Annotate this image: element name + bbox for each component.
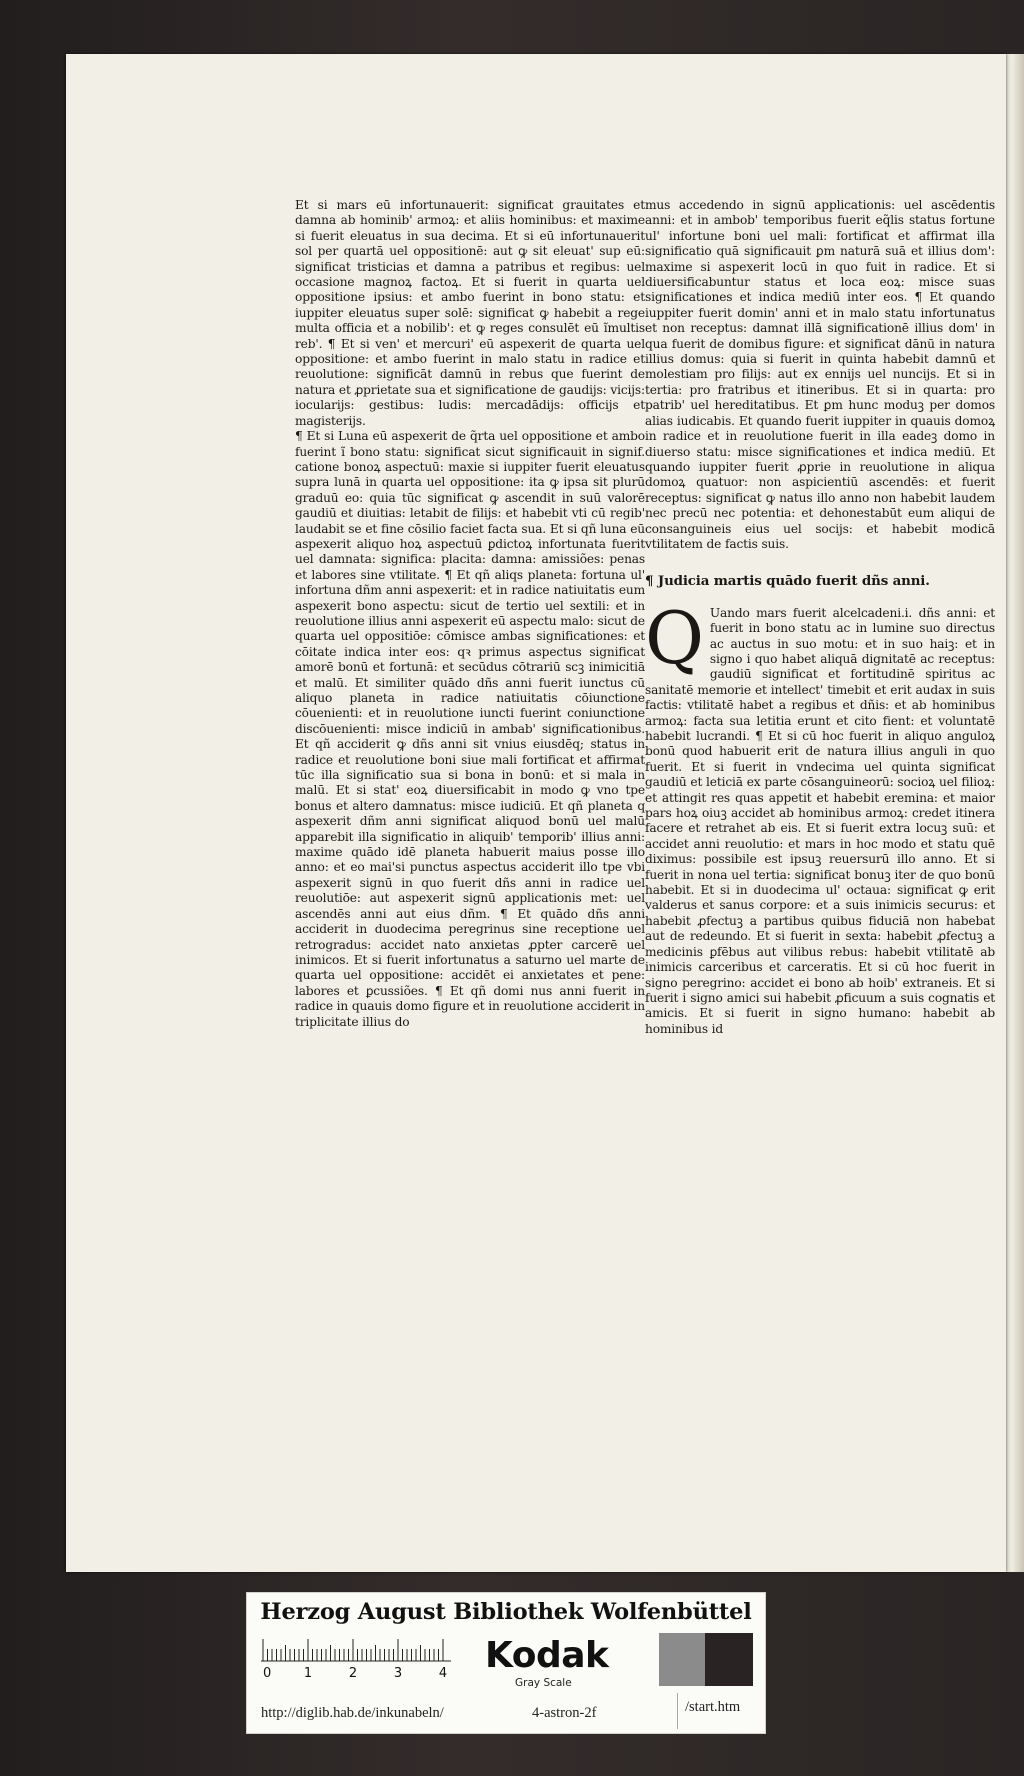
- right-paragraph-1: mus accedendo in signū applicationis: uel ascēdentis anni: et in ambob' temporibus fuerit eq̃lis status fortune ul' infortune boni uel mali: fortificat et affirmat illa significatio quā significauit ꝑm naturā suā et illius dom': maxime si aspexerit locū in quo fuit in radice. Et si diuersificabuntur status et loca eoꝝ: misce suas significationes et indica mediū inter eos. ¶ Et quando iuppiter fuerit domin' anni et in malo statu infortunatus et non receptus: damnat illā significationē illius dom' in qua fuerit de domibus figure: et significat dānū in natura illius domus: quia si fuerit in quinta habebit damnū et molestiam pro filijs: aut ex ennijs uel nuncijs. Et si in tertia: pro fratribus et itineribus. Et si in quarta: pro patrib' uel hereditatibus. Et ꝑm hunc moduꝫ per domos alias iudicabis. Et quando fuerit iuppiter in quauis domoꝝ in radice et in reuolutione fuerit in illa eadeꝫ domo in diuerso statu: misce significationes et indica mediū. Et quando iuppiter fuerit ꝓprie in reuolutione in aliqua domoꝝ quatuor: non aspicientiū ascendēs: et fuerit receptus: significat ꝙ natus illo anno non habebit laudem nec precū nec potentia: et dehonestabūt eum aliqui de consanguineis eius uel socijs: et habebit modicā vtilitatem de factis suis.: [645, 198, 995, 551]
- section-body-text: Uando mars fuerit alcelcadeni.i. dñs anni: et fuerit in bono statu ac in lumine suo directus ac auctus in suo motu: et in suo haiꝫ: et in signo i quo habet aliquā dignitatē ac receptus: gaudiū significat et fortitudinē spiritus ac sanitatē memorie et intellect' timebit et erit audax in suis factis: vtilitatē habet a regibus et dñis: et ab hominibus armoꝝ: facta sua letitia erunt et cito fient: et voluntatē habebit lucrandi. ¶ Et si cū hoc fuerit in aliquo anguloꝝ bonū quod habuerit erit de natura illius anguli in quo fuerit. Et si fuerit in vndecima uel quinta significat gaudiū et leticiā ex parte cōsanguineorū: socioꝝ uel filioꝝ: et attingit res quas appetit et habebit eremina: et maior pars hoꝝ oiuꝫ accidet ab hominibus armoꝝ: credet itinera facere et retrahet ab eis. Et si fuerit extra locuꝫ suū: et accidet anni reuolutio: et mars in hoc modo et statu quē diximus: possibile est ipsuꝫ reuersurū illo anno. Et si fuerit in nona uel tertia: significat bonuꝫ iter de quo bonū habebit. Et si in duodecima ul' octaua: significat ꝙ erit valderus et sanus corpore: et a suis inimicis securus: et habebit ꝓfectuꝫ a partibus quibus fiduciā non habebat aut de redeundo. Et si fuerit in sexta: habebit ꝓfectuꝫ a medicinis ꝑfēbus aut vilibus rebus: habebit vtilitatē ab inimicis carceribus et carceratis. Et si cū hoc fuerit in signo peregrino: accidet ei bono ab hoib' extraneis. Et si fuerit i signo amici sui habebit ꝓficuum a suis cognatis et amicis. Et si fuerit in signo humano: habebit ab hominibus id: [645, 605, 995, 1036]
- library-name: Herzog August Bibliothek Wolfenbüttel: [260, 1599, 752, 1625]
- ruler-number: 4: [438, 1666, 448, 1679]
- section-heading: ¶ Judicia martis quādo fuerit dñs anni.: [645, 573, 930, 590]
- ruler-labels: [263, 1666, 447, 1679]
- text-column-left: [295, 198, 645, 1264]
- left-paragraph-1: Et si mars eū infortunauerit: significat grauitates et damna ab hominib' armoꝝ: et aliis hominibus: et maxime si fuerit eleuatus in sua decima. Et si eū infortunauerit sol per quartā uel oppositionē: aut ꝙ sit eleuat' sup eū: significat tristicias et damna a patribus et regibus: uel occasione magnoꝝ factoꝝ. Et si fuerit in quarta uel oppositione ipsius: et ambo fuerint in bono statu: et iuppiter eleuatus super solē: significat ꝙ habebit a rege multa officia et a nobilib': et ꝙ reges consulēt eū ĩmultis reb'. ¶ Et si ven' et mercuri' eū aspexerit de quarta uel oppositione: et ambo fuerint in malo statu in radice et reuolutione: significāt damnū in rebus que fuerint de natura et ꝓprietate sua et significatione de gaudijs: vicijs: iocularijs: gestibus: ludis: mercadādijs: officijs et magisterijs.: [295, 198, 645, 428]
- kodak-logo: Kodak: [485, 1635, 609, 1676]
- text-column-right: [645, 198, 995, 1264]
- ruler-number: 3: [393, 1666, 403, 1679]
- ruler-number: 1: [303, 1666, 313, 1679]
- target-card: [246, 1592, 766, 1734]
- next-page-edge: [1004, 54, 1024, 1572]
- left-paragraph-2: ¶ Et si Luna eū aspexerit de q̃rta uel oppositione et ambo fuerint ĩ bono statu: significat sicut significauit in signif. catione bonoꝝ aspectuū: maxie si iuppiter fuerit eleuatus supra lunā in quarta uel oppositione: ita ꝙ ipsa sit plurū graduū eo: quia tūc significat ꝙ ascendit in suū valorē gaudiū et diuitias: letabit de filijs: et habebit vti cū regib' laudabit se et fine cōsilio faciet facta sua. Et si qñ luna eū aspexerit aliquo hoꝝ aspectuū ꝑdictoꝝ infortunata fuerit uel damnata: significa: placita: damna: amissiões: penas et labores sine vtilitate. ¶ Et qñ aliqs planeta: fortuna ul' infortuna dñm anni aspexerit: et in radice natiuitatis eum aspexerit bono aspectu: sicut de tertio uel sextili: et in reuolutione illius anni aspexerit eū aspectu malo: sicut de quarta uel oppositiōe: cōmisce ambas significationes: et cōitate indica inter eos: qꝛ primus aspectus significat amorē bonū et fortunā: et secūdus cōtrariū scꝫ inimicitiā et malū. Et similiter quādo dñs anni fuerit iunctus cū aliquo planeta in radice natiuitatis cōiunctione cōuenienti: et in reuolutione iuncti fuerint coniunctione discōuenienti: misce indiciū in ambab' significationibus. Et qñ acciderit ꝙ dñs anni sit vnius eiusdēq; status in radice et reuolutione boni siue mali fortificat et affirmat tūc illa significatio sua si bona in bonū: et si mala in malū. Et si stat' eoꝝ diuersificabit in modo ꝙ vno tpe bonus et altero damnatus: misce iudiciū. Et qñ planeta q aspexerit dñm anni significat aliquod bonū uel malū apparebit illa significatio in aliquib' temporib' illius anni: maxime quādo idē planeta habuerit maius posse illo anno: et eo mai'si punctus aspectus acciderit illo tpe vbi aspexerit signū in quo fuerit dñs anni in radice uel reuolutiōe: aut aspexerit signū applicationis met: uel ascendēs anni aut eius dñm. ¶ Et quādo dñs anni acciderit in duodecima peregrinus sine receptione uel retrogradus: accidet nato anxietas ꝓpter carcerē uel inimicos. Et si fuerit infortunatus a saturno uel marte de quarta uel oppositione: accidēt ei anxietates et pene: labores et ꝑcussiões. ¶ Et qñ domi nus anni fuerit in radice in quauis domo figure et in reuolutione acciderit in triplicitate illius do: [295, 429, 645, 1029]
- dropcap-initial: Q: [645, 595, 704, 680]
- shelfmark-code: 4-astron-2f: [532, 1705, 597, 1721]
- dark-patch: [705, 1633, 753, 1686]
- archive-url: http://diglib.hab.de/inkunabeln/: [261, 1705, 444, 1721]
- ruler-number: 0: [263, 1666, 272, 1679]
- ruler-number: 2: [348, 1666, 358, 1679]
- ruler-scale: [261, 1639, 457, 1679]
- section-body: [645, 595, 995, 1037]
- gray-scale-label: Gray Scale: [515, 1677, 572, 1689]
- gray-patch: [659, 1633, 705, 1686]
- card-divider: [677, 1693, 678, 1729]
- start-path: /start.htm: [685, 1699, 741, 1715]
- ruler-ticks: [263, 1639, 443, 1661]
